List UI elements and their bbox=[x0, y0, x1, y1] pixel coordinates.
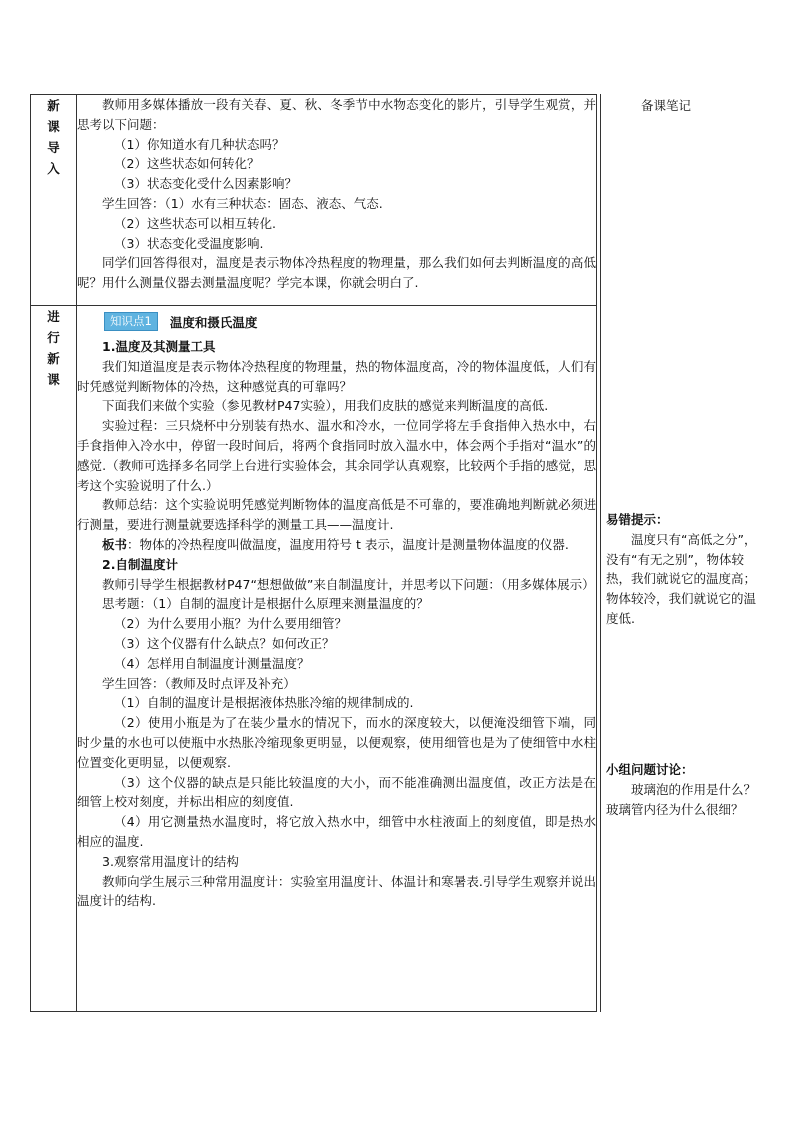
newlesson-label-char: 课 bbox=[47, 372, 60, 387]
newlesson-label bbox=[31, 306, 77, 1012]
error-tip-text: 温度只有“高低之分”，没有“有无之别”，物体较热，我们就说它的温度高；物体较冷，我们就说它的温度低. bbox=[606, 531, 757, 626]
intro-label-char: 新 bbox=[47, 98, 60, 113]
knowledge-point-tag: 知识点1 bbox=[104, 312, 158, 331]
intro-paragraph: 教师用多媒体播放一段有关春、夏、秋、冬季节中水物态变化的影片，引导学生观赏，并思考以下问题： bbox=[77, 97, 596, 132]
board-note-text: ：物体的冷热程度叫做温度，温度用符号 t 表示，温度计是测量物体温度的仪器. bbox=[127, 536, 569, 552]
notes-title: 备课笔记 bbox=[641, 98, 692, 113]
paragraph: 教师向学生展示三种常用温度计：实验室用温度计、体温计和寒暑表.引导学生观察并说出温度计的结构. bbox=[77, 873, 596, 909]
newlesson-label-char: 进 bbox=[47, 309, 60, 324]
notes-column bbox=[600, 94, 765, 1012]
paragraph: 下面我们来做个实验（参见教材P47实验），用我们皮肤的感觉来判断温度的高低. bbox=[102, 398, 549, 414]
intro-content bbox=[77, 95, 597, 306]
answer: （3）这个仪器的缺点是只能比较温度的大小，而不能准确测出温度值，改正方法是在细管上校对刻度，并标出相应的刻度值. bbox=[77, 774, 596, 810]
lesson-table bbox=[30, 94, 597, 1012]
intro-answer: 学生回答：（1）水有三种状态：固态、液态、气态. bbox=[102, 195, 383, 211]
board-note bbox=[77, 535, 596, 555]
question: 思考题：（1）自制的温度计是根据什么原理来测量温度的？ bbox=[102, 596, 429, 612]
error-tip-title: 易错提示： bbox=[606, 512, 669, 527]
question: （4）怎样用自制温度计测量温度？ bbox=[114, 655, 310, 671]
intro-row bbox=[31, 95, 597, 306]
answer: （1）自制的温度计是根据液体热胀冷缩的规律制成的. bbox=[114, 695, 414, 711]
intro-label bbox=[31, 95, 77, 306]
newlesson-label-char: 行 bbox=[47, 330, 60, 345]
intro-paragraph: 同学们回答得很对，温度是表示物体冷热程度的物理量，那么我们如何去判断温度的高低呢？用什么测量仪器去测量温度呢？学完本课，你就会明白了. bbox=[77, 255, 596, 291]
intro-label-char: 课 bbox=[47, 119, 60, 134]
paragraph: 教师总结：这个实验说明凭感觉判断物体的温度高低是不可靠的，要准确地判断就必须进行测量，要进行测量就要选择科学的测量工具——温度计. bbox=[77, 497, 596, 533]
intro-answer: （3）状态变化受温度影响. bbox=[114, 235, 264, 251]
answer: （4）用它测量热水温度时，将它放入热水中，细管中水柱液面上的刻度值，即是热水相应的温度. bbox=[77, 814, 596, 849]
group-discussion-title: 小组问题讨论： bbox=[606, 762, 694, 777]
answer-lead: 学生回答：（教师及时点评及补充） bbox=[102, 675, 296, 691]
newlesson-content bbox=[77, 306, 597, 1012]
intro-label-char: 入 bbox=[47, 161, 60, 176]
intro-answer: （2）这些状态可以相互转化. bbox=[114, 215, 276, 231]
paragraph: 我们知道温度是表示物体冷热程度的物理量，热的物体温度高，冷的物体温度低，人们有时凭感觉判断物体的冷热，这种感觉真的可靠吗？ bbox=[77, 358, 596, 394]
group-discussion-text: 玻璃泡的作用是什么？玻璃管内径为什么很细？ bbox=[606, 781, 757, 817]
intro-question: （2）这些状态如何转化？ bbox=[114, 156, 260, 172]
intro-label-char: 导 bbox=[47, 140, 60, 155]
error-tip bbox=[606, 510, 761, 629]
section-title: 1.温度及其测量工具 bbox=[102, 339, 216, 354]
section-title: 3.观察常用温度计的结构 bbox=[102, 853, 239, 869]
board-note-lead: 板书 bbox=[102, 536, 128, 552]
newlesson-label-char: 新 bbox=[47, 351, 60, 366]
question: （2）为什么要用小瓶？为什么要用细管？ bbox=[114, 616, 347, 632]
paragraph: 实验过程：三只烧杯中分别装有热水、温水和冷水，一位同学将左手食指伸入热水中，右手食指伸入冷水中，停留一段时间后，将两个食指同时放入温水中，体会两个手指对“温水”的感觉.（教师可选择多名同学上台进行实验体会，其余同学认真观察，比较两个手指的感觉，思考这个实验说明了什么.） bbox=[77, 418, 596, 493]
intro-question: （1）你知道水有几种状态吗？ bbox=[114, 136, 285, 152]
section-title: 2.自制温度计 bbox=[102, 556, 178, 572]
intro-question: （3）状态变化受什么因素影响？ bbox=[114, 176, 297, 192]
newlesson-row bbox=[31, 306, 597, 1012]
knowledge-point-title: 温度和摄氏温度 bbox=[169, 314, 258, 330]
paragraph: 教师引导学生根据教材P47“想想做做”来自制温度计，并思考以下问题：（用多媒体展示） bbox=[102, 576, 595, 592]
answer: （2）使用小瓶是为了在装少量水的情况下，而水的深度较大，以便淹没细管下端，同时少量的水也可以使瓶中水热胀冷缩现象更明显，以便观察，使用细管也是为了使细管中水柱位置变化更明显，以便观察. bbox=[77, 715, 596, 770]
question: （3）这个仪器有什么缺点？如何改正？ bbox=[114, 635, 335, 651]
knowledge-point-header bbox=[104, 312, 596, 331]
group-discussion bbox=[606, 760, 761, 819]
